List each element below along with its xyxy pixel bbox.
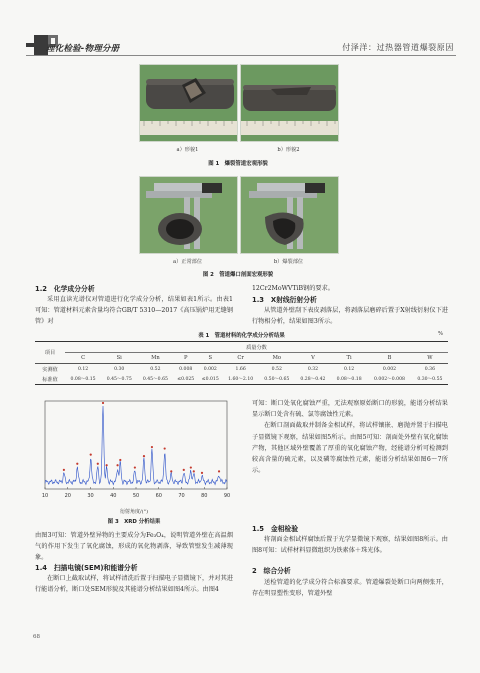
xrd-discussion — [35, 530, 233, 564]
peak-marker — [143, 455, 145, 457]
section-2-title: 2 综合分析 — [252, 567, 291, 575]
peak-marker — [193, 470, 195, 472]
peak-marker — [63, 469, 65, 471]
peak-marker — [201, 472, 203, 474]
table-cell: 0.36 — [424, 366, 435, 372]
table-cell: 0.28～0.42 — [300, 377, 326, 382]
x-tick-label: 20 — [64, 493, 71, 499]
table-cell: 0.002～0.008 — [374, 377, 405, 382]
table-cell: 0.08～0.18 — [336, 377, 362, 382]
x-tick-label: 70 — [178, 493, 185, 499]
table-column-header: Mo — [272, 355, 282, 361]
paragraph: 在断口剖面截取并制备金相试样，将试样镶嵌、磨抛并置于扫描电子显微镜下观察，结果如图5所示。由图5可知：剖面处外壁有氧化腐蚀产物，其他区域外壁覆盖了厚重的氧化腐蚀产物，经能谱分析可检测到较高含量的硫元素，以及磷等腐蚀性元素，能谱分析结果如图6～7所示。 — [252, 422, 448, 475]
section-1-4-text — [35, 573, 233, 595]
table-cell: ≤0.015 — [201, 376, 219, 382]
table-cell: 0.002 — [382, 366, 397, 372]
peak-marker — [151, 446, 153, 448]
figure3-caption: 图 3 XRD 分析结果 — [107, 519, 161, 525]
x-tick-label: 10 — [41, 493, 49, 499]
section-2-text — [252, 577, 448, 599]
paragraph: 从管道外壁刮下表皮剥落层，将剥落层磨碎后置于X射线衍射仪下进行物相分析，结果如图3所示。 — [252, 307, 448, 326]
figure2-sub-a: a）正常部位 — [172, 259, 203, 265]
paragraph: 采用直读光谱仪对管道进行化学成分分析，结果如表1所示。由表1可知：管道材料元素含量均符合GB/T 5310—2017《高压锅炉用无缝钢管》对 — [35, 296, 233, 326]
peak-marker — [164, 447, 166, 449]
peak-marker — [183, 469, 185, 471]
figure1-photo-b — [240, 64, 339, 142]
section-1-4-title: 1.4 扫描电镜(SEM)和能谱分析 — [35, 564, 138, 572]
table-column-header: W — [427, 355, 433, 361]
paragraph: 送检管道的化学成分符合标准要求。管道爆裂处断口向两侧张开，存在明显塑性变形，管道外壁 — [252, 579, 448, 598]
peak-marker — [106, 464, 108, 466]
section-1-5-title: 1.5 金相检验 — [252, 525, 299, 533]
running-title: 付泽洋：过热器管道爆裂原因 — [342, 43, 454, 52]
header-rule — [26, 55, 456, 56]
table1-caption: 表 1 管道材料的化学成分分析结果 — [198, 333, 285, 339]
figure2-sub-b: b）爆裂部位 — [273, 259, 304, 265]
x-tick-label: 50 — [132, 493, 140, 499]
figure2-photo-a — [139, 176, 238, 254]
xrd-xlabel: 衍射角度/(°) — [119, 509, 149, 515]
table-cell: ≤0.025 — [177, 376, 195, 382]
peak-marker — [97, 463, 99, 465]
table-cell: 0.12 — [343, 366, 355, 372]
figure1-caption: 图 1 爆裂管道宏观形貌 — [208, 161, 268, 167]
paragraph: 将剖面金相试样腐蚀后置于光学显微镜下观察，结果如图8所示。由图8可知：试样材料显微组织为铁素体＋珠光体。 — [252, 536, 448, 555]
peak-marker — [170, 470, 172, 472]
table-column-header: Si — [116, 355, 122, 361]
x-tick-label: 30 — [87, 493, 94, 499]
xrd-chart — [35, 397, 233, 509]
paragraph: 在断口上截取试样，将试样清洗后置于扫描电子显微镜下，并对其进行能谱分析，断口处SEM形貌及其能谱分析结果如图4所示。由图4 — [35, 575, 233, 594]
section-1-3-title: 1.3 X射线衍射分析 — [252, 296, 317, 304]
table-column-header: C — [81, 355, 86, 361]
table-row-label: 实测值 — [42, 366, 58, 373]
figure2-caption: 图 2 管道爆口剖面宏观形貌 — [202, 272, 274, 278]
table-column-header: Mn — [151, 355, 160, 361]
paragraph: 由图3可知：管道外壁异物的主要成分为Fe₃O₄，说明管道外壁在高温烟气的作用下发生了氧化腐蚀，形成的氧化物剥落，导致管壁发生减薄现象。 — [35, 532, 233, 562]
table-cell: 0.12 — [77, 366, 89, 372]
peak-marker — [190, 466, 192, 468]
table-group-header: 质量分数 — [65, 342, 448, 353]
table-cell: 0.52 — [150, 366, 161, 372]
paragraph: 可知：断口处氧化腐蚀严重，无法观察原始断口的形貌，能谱分析结果显示断口处含有硫、氯等腐蚀性元素。 — [252, 400, 448, 419]
table1 — [35, 341, 448, 385]
table-column-header: S — [208, 355, 213, 361]
x-tick-label: 40 — [110, 493, 117, 499]
table-cell: 0.50～0.65 — [264, 377, 290, 382]
section-1-5-text — [252, 534, 448, 556]
section-1-2-title: 1.2 化学成分分析 — [35, 285, 95, 293]
table-cell: 0.52 — [271, 366, 282, 372]
figure2-photo-b — [240, 176, 339, 254]
table1-unit: % — [438, 331, 443, 337]
table-column-header: Ti — [346, 355, 352, 361]
peak-marker — [218, 470, 220, 472]
table-cell: 0.008 — [179, 366, 193, 372]
table-cell: 1.66 — [235, 366, 246, 372]
table-column-header: V — [311, 355, 315, 361]
journal-brand: 理化检验-物理分册 — [46, 44, 120, 54]
peak-marker — [102, 402, 104, 404]
table-row-label: 标准值 — [42, 376, 58, 383]
table-cell: 0.45～0.65 — [142, 377, 168, 382]
peak-marker — [119, 459, 121, 461]
peak-marker — [116, 464, 118, 466]
peak-marker — [134, 466, 136, 468]
table-row — [35, 364, 448, 375]
para-continued — [252, 283, 448, 294]
figure1-sub-b: b）形貌2 — [277, 147, 300, 153]
section-1-2-text — [35, 294, 233, 328]
table-cell: 0.45～0.75 — [106, 377, 132, 382]
peak-marker — [76, 463, 78, 465]
table-cell: 0.002 — [203, 366, 217, 372]
table-cell: 0.30～0.55 — [417, 377, 443, 382]
table-cell: 1.60～2.10 — [228, 377, 254, 382]
table-column-header: B — [387, 355, 392, 361]
x-tick-label: 90 — [223, 493, 231, 499]
x-tick-label: 60 — [155, 493, 162, 499]
table-row-header: 项目 — [35, 342, 65, 364]
sem-discussion — [252, 398, 448, 476]
table-cell: 0.32 — [307, 366, 319, 372]
table-cell: 0.08～0.15 — [70, 377, 96, 382]
section-1-3-text — [252, 305, 448, 327]
figure1-photo-a — [139, 64, 238, 142]
table-column-header: P — [183, 355, 188, 361]
table-column-header: Cr — [237, 355, 244, 361]
peak-marker — [90, 454, 92, 456]
page-number: 68 — [33, 634, 40, 640]
paragraph: 12Cr2MoWVTiB钢的要求。 — [252, 285, 334, 292]
table-cell: 0.30 — [114, 366, 125, 372]
figure1-sub-a: a）形貌1 — [176, 147, 199, 153]
x-tick-label: 80 — [201, 493, 208, 499]
xrd-trace — [45, 406, 227, 485]
table-row — [35, 374, 448, 385]
